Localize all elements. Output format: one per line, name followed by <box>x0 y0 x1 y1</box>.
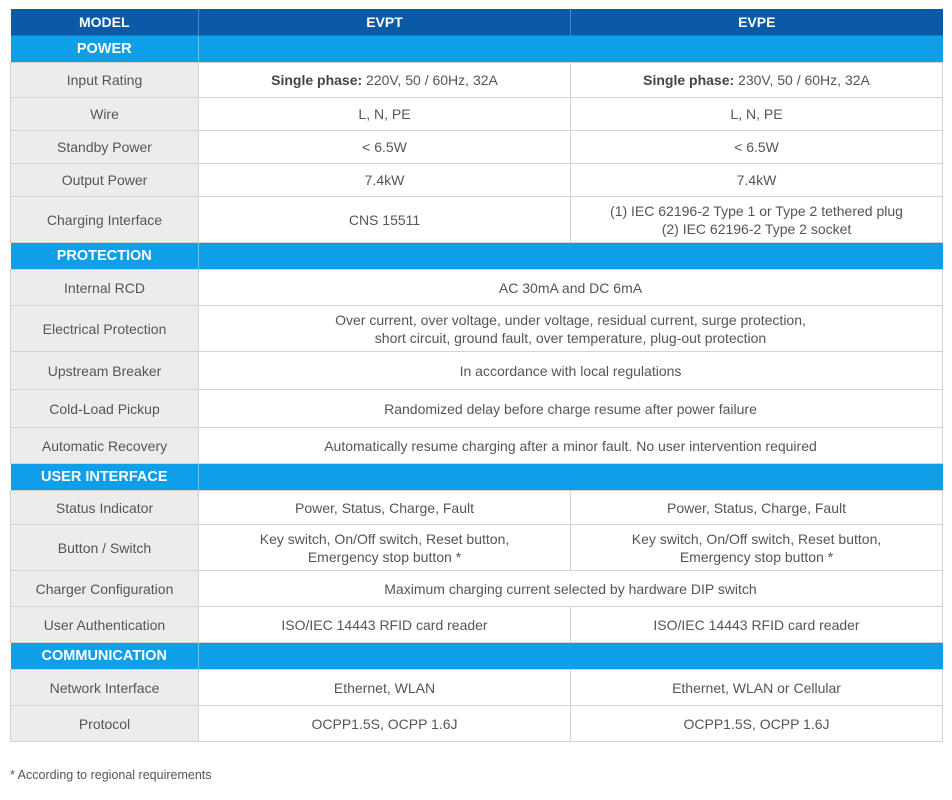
section-communication <box>11 643 943 670</box>
cell-line: Key switch, On/Off switch, Reset button, <box>631 530 882 547</box>
section-fill <box>199 643 943 670</box>
cell-both: Randomized delay before charge resume after power failure <box>199 390 943 428</box>
row-label: Wire <box>11 98 199 131</box>
header-evpt: EVPT <box>199 9 571 36</box>
cell-line: Emergency stop button * <box>679 548 834 565</box>
cell-evpe: < 6.5W <box>571 131 943 164</box>
cell-evpe: 7.4kW <box>571 164 943 197</box>
cell-prefix: Single phase: <box>643 72 735 88</box>
cell-text: 220V, 50 / 60Hz, 32A <box>362 72 498 88</box>
row-label: Button / Switch <box>11 525 199 571</box>
cell-evpt <box>199 525 571 571</box>
cell-line: Emergency stop button * <box>307 548 462 565</box>
cell-evpe: L, N, PE <box>571 98 943 131</box>
cell-both: Automatically resume charging after a minor fault. No user intervention required <box>199 428 943 464</box>
cell-evpt: < 6.5W <box>199 131 571 164</box>
section-fill <box>199 36 943 63</box>
footnote: * According to regional requirements <box>10 768 212 782</box>
cell-both: In accordance with local regulations <box>199 352 943 390</box>
row-label: Cold-Load Pickup <box>11 390 199 428</box>
section-user-interface <box>11 464 943 491</box>
table-row <box>11 390 943 428</box>
table-row <box>11 164 943 197</box>
table-row <box>11 352 943 390</box>
cell-both: AC 30mA and DC 6mA <box>199 270 943 306</box>
row-label: User Authentication <box>11 607 199 643</box>
spec-table <box>10 9 943 742</box>
section-fill <box>199 464 943 491</box>
table-row <box>11 491 943 525</box>
cell-evpe: ISO/IEC 14443 RFID card reader <box>571 607 943 643</box>
row-label: Status Indicator <box>11 491 199 525</box>
cell-evpt: CNS 15511 <box>199 197 571 243</box>
header-row <box>11 9 943 36</box>
row-label: Protocol <box>11 706 199 742</box>
cell-both <box>199 306 943 352</box>
cell-evpt: Ethernet, WLAN <box>199 670 571 706</box>
cell-evpt: ISO/IEC 14443 RFID card reader <box>199 607 571 643</box>
header-model: MODEL <box>11 9 199 36</box>
header-evpe: EVPE <box>571 9 943 36</box>
row-label: Network Interface <box>11 670 199 706</box>
cell-line: Key switch, On/Off switch, Reset button, <box>259 530 510 547</box>
table-row <box>11 571 943 607</box>
row-label: Upstream Breaker <box>11 352 199 390</box>
row-label: Charging Interface <box>11 197 199 243</box>
cell-line: short circuit, ground fault, over temperature, plug-out protection <box>374 329 767 346</box>
section-fill <box>199 243 943 270</box>
cell-text: 230V, 50 / 60Hz, 32A <box>734 72 870 88</box>
cell-evpt: L, N, PE <box>199 98 571 131</box>
row-label: Charger Configuration <box>11 571 199 607</box>
section-power <box>11 36 943 63</box>
section-title: COMMUNICATION <box>11 643 199 670</box>
section-title: USER INTERFACE <box>11 464 199 491</box>
table-row <box>11 131 943 164</box>
row-label: Internal RCD <box>11 270 199 306</box>
table-row <box>11 428 943 464</box>
row-label: Electrical Protection <box>11 306 199 352</box>
row-label: Automatic Recovery <box>11 428 199 464</box>
cell-evpt: OCPP1.5S, OCPP 1.6J <box>199 706 571 742</box>
row-label: Input Rating <box>11 63 199 98</box>
section-title: PROTECTION <box>11 243 199 270</box>
cell-line: (1) IEC 62196-2 Type 1 or Type 2 tethered plug <box>610 202 903 219</box>
cell-evpt: Power, Status, Charge, Fault <box>199 491 571 525</box>
cell-evpe <box>571 63 943 98</box>
section-protection <box>11 243 943 270</box>
table-row <box>11 706 943 742</box>
table-row <box>11 607 943 643</box>
cell-evpe: Power, Status, Charge, Fault <box>571 491 943 525</box>
cell-evpt <box>199 63 571 98</box>
row-label: Output Power <box>11 164 199 197</box>
cell-evpe <box>571 197 943 243</box>
cell-evpe <box>571 525 943 571</box>
table-row <box>11 197 943 243</box>
table-row <box>11 670 943 706</box>
cell-line: Over current, over voltage, under voltage, residual current, surge protection, <box>335 311 806 328</box>
cell-prefix: Single phase: <box>271 72 363 88</box>
table-row <box>11 270 943 306</box>
section-title: POWER <box>11 36 199 63</box>
cell-line: (2) IEC 62196-2 Type 2 socket <box>661 220 852 237</box>
cell-evpe: Ethernet, WLAN or Cellular <box>571 670 943 706</box>
table-row <box>11 63 943 98</box>
row-label: Standby Power <box>11 131 199 164</box>
cell-evpe: OCPP1.5S, OCPP 1.6J <box>571 706 943 742</box>
table-row <box>11 98 943 131</box>
cell-evpt: 7.4kW <box>199 164 571 197</box>
table-row <box>11 525 943 571</box>
table-row <box>11 306 943 352</box>
cell-both: Maximum charging current selected by hardware DIP switch <box>199 571 943 607</box>
